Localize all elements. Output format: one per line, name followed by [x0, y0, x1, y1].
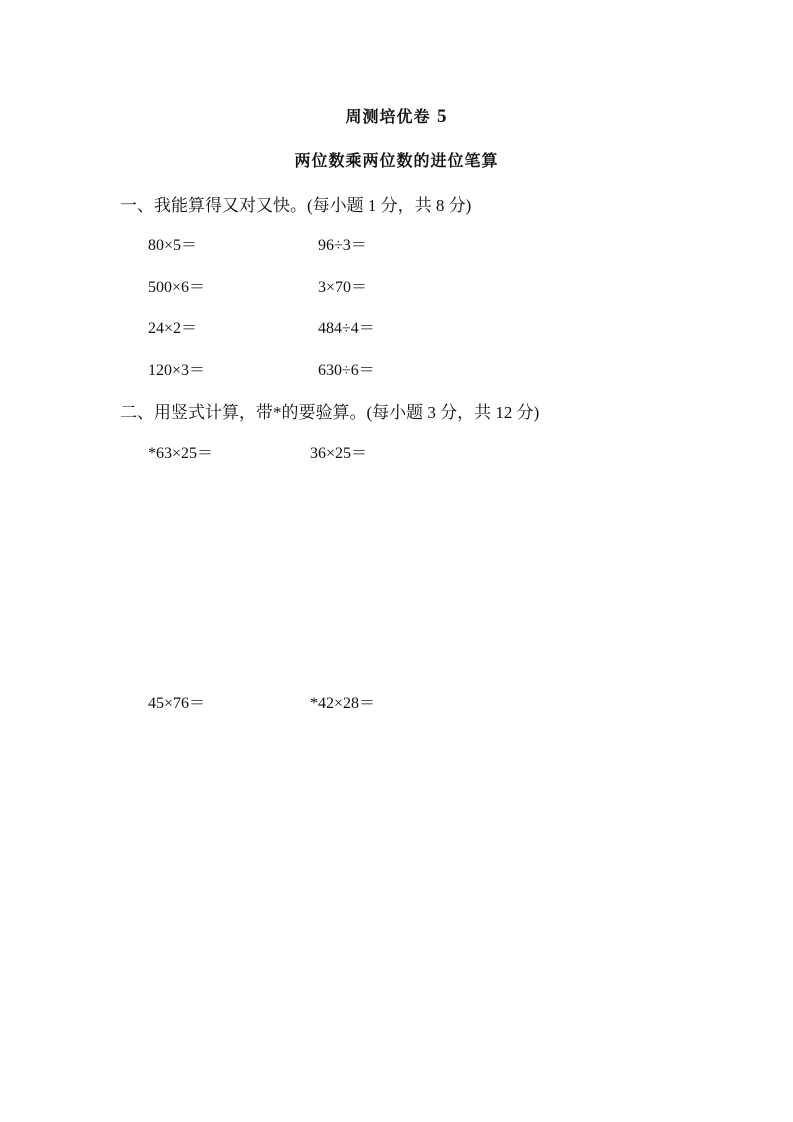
problem-1-5: 24×2＝: [148, 320, 198, 337]
section-1-heading: 一、我能算得又对又快。(每小题 1 分，共 8 分): [120, 196, 472, 215]
problem-2-1: *63×25＝: [148, 445, 214, 462]
problem-1-4: 3×70＝: [318, 279, 368, 296]
problem-1-1: 80×5＝: [148, 237, 198, 254]
page-title-number: 5: [437, 106, 448, 127]
page-title-text: 周测培优卷: [345, 107, 431, 126]
problem-1-3: 500×6＝: [148, 279, 206, 296]
problem-2-2: 36×25＝: [310, 445, 368, 462]
section-2-heading: 二、用竖式计算，带*的要验算。(每小题 3 分，共 12 分): [120, 403, 540, 422]
problem-1-2: 96÷3＝: [318, 237, 367, 254]
problem-2-4: *42×28＝: [310, 695, 376, 712]
page-title: [0, 104, 793, 128]
problem-1-6: 484÷4＝: [318, 320, 375, 337]
problem-1-7: 120×3＝: [148, 362, 206, 379]
problem-2-3: 45×76＝: [148, 695, 206, 712]
page-subtitle: 两位数乘两位数的进位笔算: [294, 151, 499, 170]
problem-1-8: 630÷6＝: [318, 362, 375, 379]
